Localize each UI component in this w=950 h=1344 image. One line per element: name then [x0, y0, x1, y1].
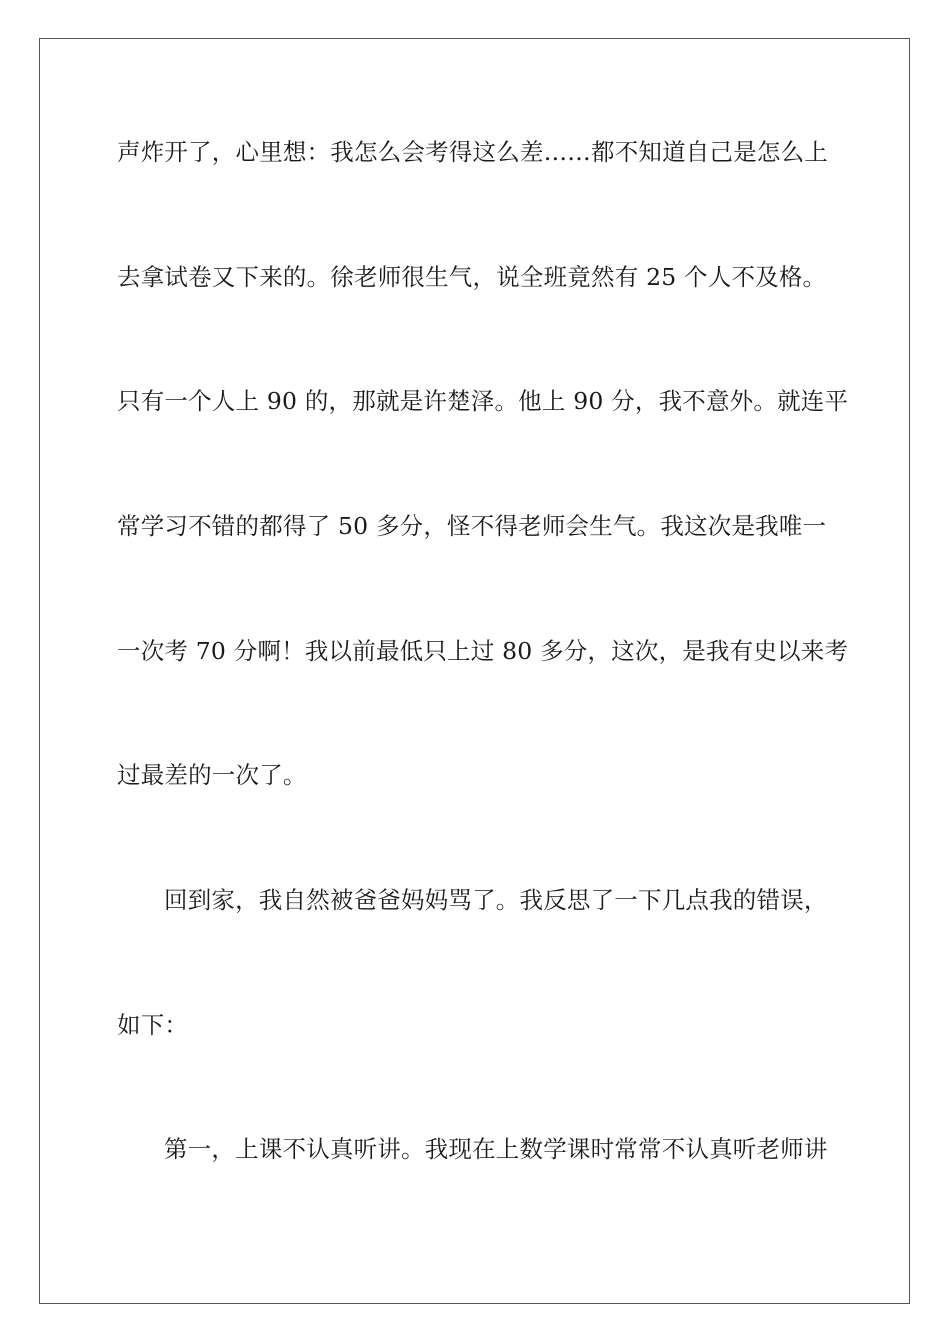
page-border — [39, 38, 910, 1304]
paragraph-first-line: 第一，上课不认真听讲。我现在上数学课时常常不认真听老师讲 — [164, 1135, 828, 1163]
text-line: 一次考 70 分啊！我以前最低只上过 80 多分，这次，是我有史以来考 — [117, 637, 849, 665]
paragraph-first-line: 回到家，我自然被爸爸妈妈骂了。我反思了一下几点我的错误， — [164, 886, 828, 914]
text-line: 过最差的一次了。 — [117, 761, 307, 789]
text-line: 只有一个人上 90 的，那就是许楚泽。他上 90 分，我不意外。就连平 — [117, 387, 849, 415]
text-line: 如下： — [117, 1011, 189, 1039]
text-line: 声炸开了，心里想：我怎么会考得这么差……都不知道自己是怎么上 — [117, 138, 828, 166]
text-line: 常学习不错的都得了 50 多分，怪不得老师会生气。我这次是我唯一 — [117, 512, 827, 540]
text-line: 去拿试卷又下来的。徐老师很生气，说全班竟然有 25 个人不及格。 — [117, 263, 827, 291]
